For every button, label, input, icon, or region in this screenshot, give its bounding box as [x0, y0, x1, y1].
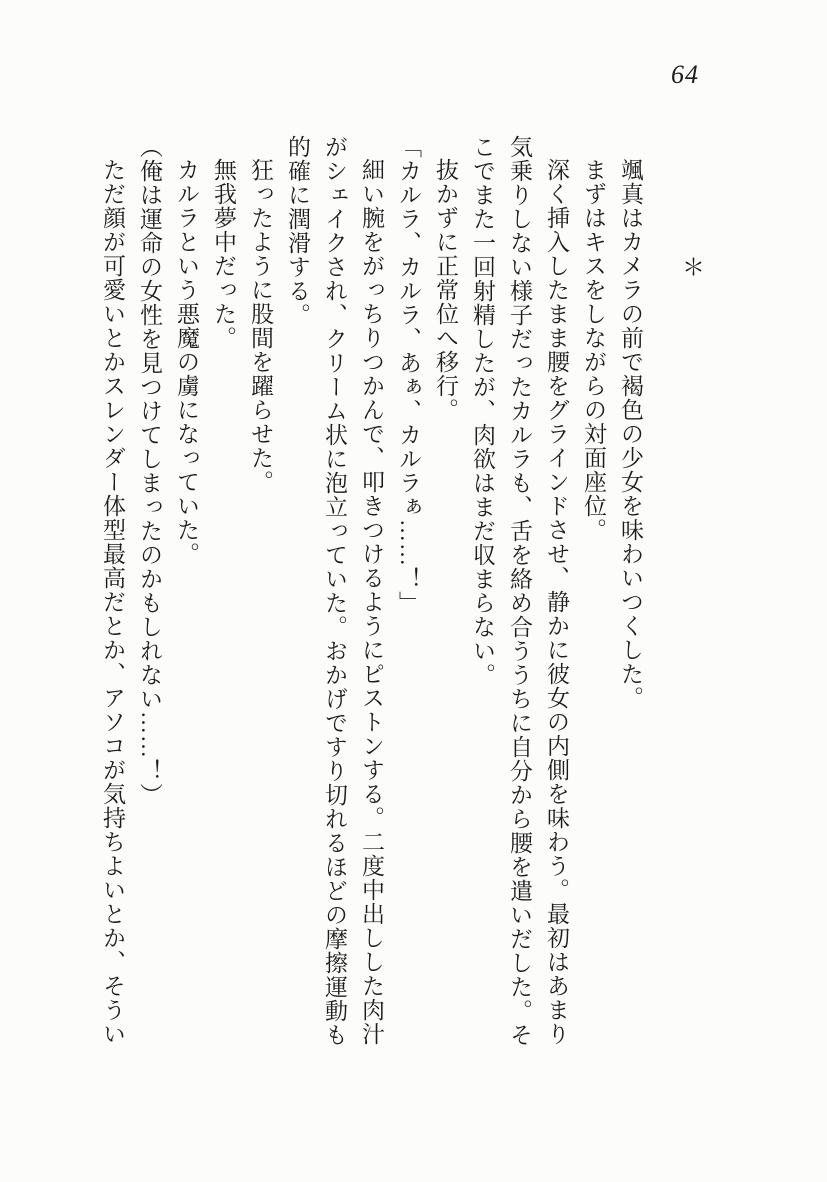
paragraph: 「カルラ、カルラ、あぁ、カルラぁ……！」	[396, 135, 421, 615]
body-text	[94, 135, 710, 1051]
paragraph: 狂ったように股間を躍らせた。	[248, 158, 273, 494]
paragraph: 抜かずに正常位へ移行。	[433, 158, 458, 422]
paragraph: まずはキスをしながらの対面座位。	[581, 158, 606, 542]
paragraph: （俺は運命の女性を見つけてしまったのかもしれない……！）	[137, 135, 162, 807]
paragraph: カルラという悪魔の虜になっていた。	[174, 158, 199, 566]
page-number: 64	[671, 60, 699, 89]
paragraph: ただ顔が可愛いとかスレンダー体型最高だとか、アソコが気持ちよいとか、そうい	[100, 158, 125, 1046]
paragraph: 颯真はカメラの前で褐色の少女を味わいつくした。	[618, 158, 643, 710]
section-separator: ＊	[679, 255, 704, 279]
paragraph: 細い腕をがっちりつかんで、叩きつけるようにピストンする。二度中出しした肉汁がシェイクされ、クリーム状に泡立っていた。おかげですり切れるほどの摩擦運動も的確に潤滑する。	[285, 135, 384, 1047]
paragraph: 無我夢中だった。	[211, 158, 236, 350]
paragraph: 深く挿入したまま腰をグラインドさせ、静かに彼女の内側を味わう。最初はあまり気乗りしない様子だったカルラも、舌を絡め合ううちに自分から腰を遣いだした。そこでまた一回射精したが、肉欲はまだ収まらない。	[470, 135, 569, 1047]
